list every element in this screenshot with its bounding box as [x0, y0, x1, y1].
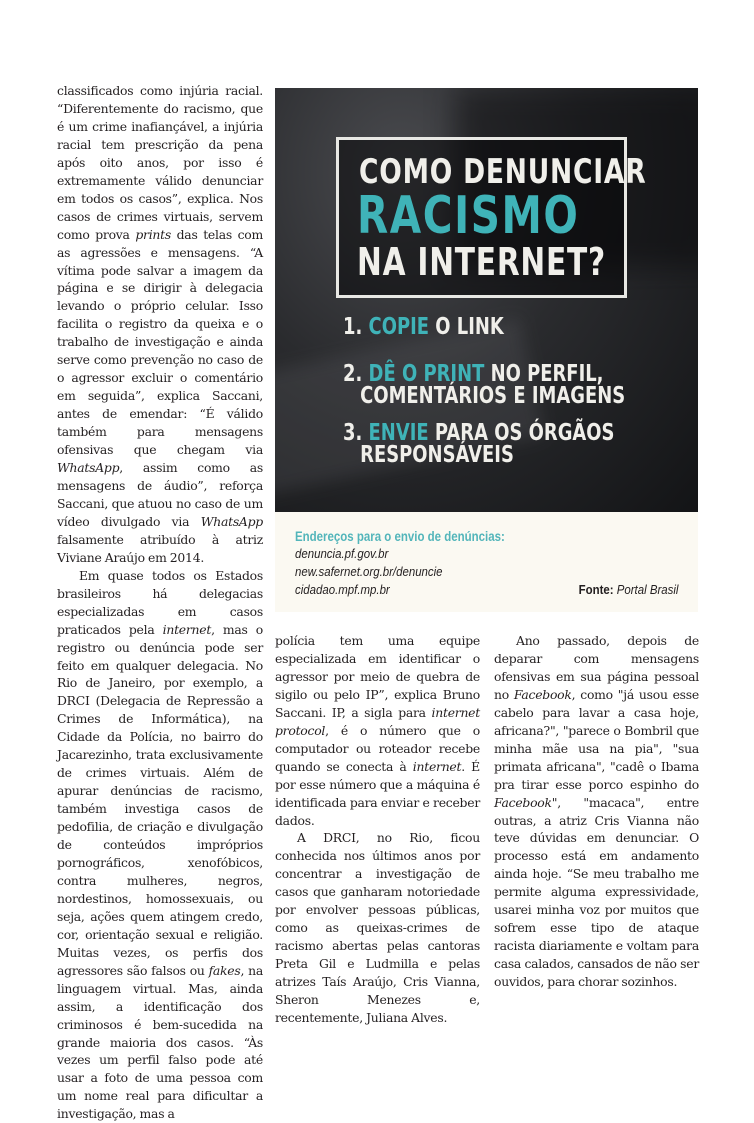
- source-credit: [578, 582, 678, 597]
- text-run: das telas com as agressões e mensagens. “A vítima pode salvar a imagem da página e se dirigir à delegacia levando o próprio celular. Isso facilita o registro da queixa e o trabalho de investigação e ainda serve como prevenção no caso de o agressor excluir o comentário em seguida”, explica Saccani, antes de emendar: “É válido também para mensagens ofensivas que chegam via: [57, 226, 263, 458]
- step-text: PARA OS ÓRGÃOS: [428, 420, 615, 446]
- paragraph: [494, 632, 699, 991]
- step-number: 2.: [343, 361, 363, 387]
- text-run: , na linguagem virtual. Mas, ainda assim, a identificação dos criminosos é bem-sucedida na grande maioria dos casos. “Às vezes um perfil falso pode até usar a foto de uma pessoa com um nome real para dificultar a investigação, mas a: [57, 962, 263, 1122]
- text-run: polícia tem uma equipe especializada em identificar o agressor por meio de quebra de sigilo ou pelo IP”, explica Bruno Saccani. IP, a sigla para: [275, 633, 480, 720]
- italic-term: internet: [162, 621, 212, 637]
- caption-title: Endereços para o envio de denúncias:: [295, 529, 505, 544]
- step-number: 3.: [343, 420, 363, 446]
- text-run: Ano passado, depois de deparar com mensagens ofensivas em sua página pessoal no: [494, 633, 699, 702]
- step-highlight: ENVIE: [368, 420, 429, 446]
- italic-term: WhatsApp: [200, 513, 263, 529]
- article-column-1: [57, 82, 263, 1123]
- text-run: . É por esse número que a máquina é identificada para enviar e receber dados.: [275, 758, 480, 828]
- poster-step-2: [343, 363, 625, 407]
- paragraph: [275, 632, 480, 829]
- italic-term: WhatsApp: [57, 460, 120, 476]
- infographic-poster: [275, 88, 698, 512]
- source-value: Portal Brasil: [616, 582, 678, 597]
- text-run: , é o número que o computador ou roteador recebe quando se conecta à: [275, 722, 480, 774]
- poster-step-1: [343, 316, 504, 338]
- poster-title-line-3: NA INTERNET?: [357, 240, 607, 284]
- step-text: NO PERFIL,: [484, 361, 604, 387]
- report-url-link[interactable]: denuncia.pf.gov.br: [295, 546, 389, 561]
- paragraph: [57, 82, 263, 567]
- report-url-link[interactable]: cidadao.mpf.mp.br: [295, 582, 390, 597]
- text-run: ", "macaca", entre outras, a atriz Cris Vianna não teve dúvidas em denunciar. O processo está em andamento ainda hoje. “Se meu trabalho me permite alguma expressividade, usarei minha voz por muitos que sofrem esse tipo de ataque racista diariamente e voltam para casa calados, cansados de não ser ouvidos, para chorar sozinhos.: [494, 794, 699, 990]
- text-run: classificados como injúria racial. “Diferentemente do racismo, que é um crime inafiançável, a injúria racial tem prescrição da pena após oito anos, por isso é extremamente válido denunciar em todos os casos”, explica. Nos casos de crimes virtuais, servem como prova: [57, 83, 263, 242]
- italic-term: fakes: [208, 962, 241, 978]
- poster-title-line-1: COMO DENUNCIAR: [359, 152, 647, 192]
- article-column-2: [275, 632, 480, 1027]
- italic-term: Facebook: [494, 794, 552, 810]
- step-text-continued: RESPONSÁVEIS: [360, 442, 514, 468]
- caption-box: [275, 512, 698, 612]
- step-number: 1.: [343, 314, 363, 340]
- article-column-3: [494, 632, 699, 991]
- text-run: falsamente atribuído à atriz Viviane Araújo em 2014.: [57, 531, 263, 565]
- source-label: Fonte:: [578, 582, 614, 597]
- step-highlight: DÊ O PRINT: [368, 361, 485, 387]
- text-run: , mas o registro ou denúncia pode ser feito em qualquer delegacia. No Rio de Janeiro, por exemplo, a DRCI (Delegacia de Repressão a Crimes de Informática), na Cidade da Polícia, no bairro do Jacarezinho, trata exclusivamente de crimes virtuais. Além de apurar denúncias de racismo, também investiga casos de pedofilia, de criação e divulgação de conteúdos impróprios pornográficos, xenofóbicos, contra mulheres, negros, nordestinos, homossexuais, ou seja, ações quem atingem credo, cor, orientação sexual e religião. Muitas vezes, os perfis dos agressores são falsos ou: [57, 621, 263, 978]
- italic-term: internet protocol: [275, 704, 480, 738]
- step-highlight: COPIE: [368, 314, 430, 340]
- report-url-link[interactable]: new.safernet.org.br/denuncie: [295, 564, 443, 579]
- text-run: , assim como as mensagens de áudio”, reforça Saccani, que atuou no caso de um vídeo divulgado via: [57, 460, 263, 529]
- text-run: , como "já usou esse cabelo para lavar a casa hoje, africana?", "parece o Bombril que minha mãe usa na pia", "sua primata africana", "cadê o Ibama pra tirar esse porco espinho do: [494, 686, 699, 792]
- italic-term: internet: [412, 758, 462, 774]
- italic-term: prints: [135, 226, 171, 242]
- step-text-continued: COMENTÁRIOS E IMAGENS: [360, 383, 626, 409]
- italic-term: Facebook: [513, 686, 572, 702]
- poster-step-3: [343, 422, 614, 466]
- step-text: O LINK: [429, 314, 504, 340]
- poster-title-line-2: RACISMO: [357, 186, 580, 246]
- paragraph: [57, 567, 263, 1123]
- text-run: Em quase todos os Estados brasileiros há delegacias especializadas em casos praticados pela: [57, 567, 263, 637]
- paragraph: A DRCI, no Rio, ficou conhecida nos últimos anos por concentrar a investigação de casos que ganharam notoriedade por envolver pessoas públicas, como as queixas-crimes de racismo abertas pelas cantoras Preta Gil e Ludmilla e pelas atrizes Taís Araújo, Cris Vianna, Sheron Menezes e, recentemente, Juliana Alves.: [275, 830, 480, 1026]
